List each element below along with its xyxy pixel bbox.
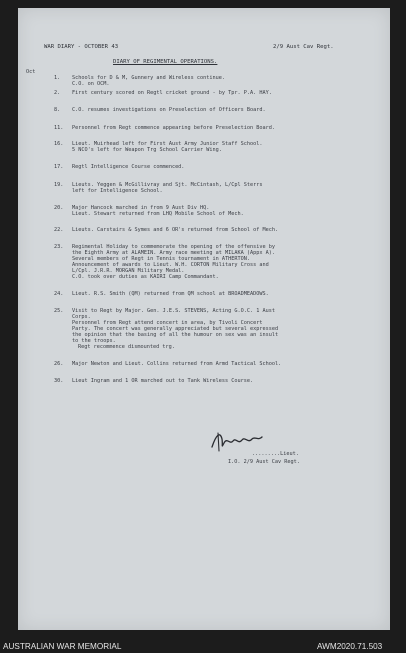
entry-line: 5 NCO's left for Weapon Trg School Carrier Wing. [72,147,222,153]
entry-line: Lieut Ingram and 1 OR marched out to Tank Wireless Course. [72,378,254,384]
entry-day: 22. [54,227,64,233]
entry-day: 25. [54,308,64,314]
entry-line: Several members of Regt in Tennis tournament in ATHERTON. [72,256,251,262]
entry-line: Personnel from Regt attend concert in area, by Tivoli Concert [72,320,263,326]
entry-line: Visit to Regt by Major. Gen. J.E.S. STEVENS, Acting G.O.C. 1 Aust [72,308,276,314]
entry-line: C.O. on OCM. [72,81,110,87]
entry-day: 30. [54,378,64,384]
entry-line: Lieut. Muirhead left for First Aust Army Junior Staff School. [72,141,263,147]
entry-line: Corps. [72,314,91,320]
entry-line: left for Intelligence School. [72,188,163,194]
entry-line: Lieut. Stewart returned from LHQ Mobile School of Mech. [72,211,244,217]
entry-day: 16. [54,141,64,147]
entry-day: 8. [54,107,61,113]
entry-line: Regt recommence dismounted trg. [78,344,175,350]
entry-line: Major Newton and Lieut. Collins returned from Armd Tactical School. [72,361,282,367]
entry-line: Major Hancock marched in from 9 Aust Div HQ. [72,205,210,211]
footer-right: AWM2020.71.503 [317,642,383,651]
entry-line: Regimental Holiday to commemorate the opening of the offensive by [72,244,276,250]
signature-line: .........Lieut. [252,451,299,457]
entry-line: Lieuts. Yeggen & McGillivray and Sjt. McCintash, L/Cpl Sterrs [72,182,263,188]
entry-line: Personnel from Regt commence appearing before Preselection Board. [72,125,276,131]
handwritten-signature [208,425,264,455]
entry-line: C.O. resumes investigations on Preselection of Officers Board. [72,107,266,113]
header-left: WAR DIARY - OCTOBER 43 [44,44,119,50]
entry-line: Schools for D & M, Gunnery and Wireless continue. [72,75,226,81]
diary-page [18,8,390,630]
entry-day: 2. [54,90,61,96]
entry-day: 17. [54,164,64,170]
entry-line: the opinion that the basing of all the humour on sex was an insult [72,332,279,338]
entry-day: 23. [54,244,64,250]
signature-title: I.O. 2/9 Aust Cav Regt. [228,459,300,465]
entry-line: Lieut. R.S. Smith (QM) returned from QM school at BROADMEADOWS. [72,291,269,297]
entry-day: 20. [54,205,64,211]
entry-day: 19. [54,182,64,188]
entry-line: the Eighth Army at ALAMEIN. Army race meeting at MILAKA (Appx A). [72,250,276,256]
entry-line: to the troops. [72,338,116,344]
entry-line: Lieuts. Carstairs & Symes and 6 OR's returned from School of Mech. [72,227,279,233]
page-title: DIARY OF REGIMENTAL OPERATIONS. [113,59,218,65]
entry-line: Regtl Intelligence Course commenced. [72,164,185,170]
entry-line: First century scored on Regtl cricket ground - by Tpr. P.A. HAY. [72,90,272,96]
month-label: Oct [26,69,36,75]
footer-left: AUSTRALIAN WAR MEMORIAL [3,642,122,651]
entry-day: 11. [54,125,64,131]
header-right: 2/9 Aust Cav Regt. [273,44,334,50]
entry-day: 26. [54,361,64,367]
entry-line: L/Cpl. J.R.R. MORGAN Military Medal. [72,268,185,274]
entry-day: 1. [54,75,61,81]
entry-line: C.O. took over duties as KAIRI Camp Commandant. [72,274,219,280]
entry-line: Party. The concert was generally appreciated but several expressed [72,326,279,332]
entry-day: 24. [54,291,64,297]
entry-line: Announcement of awards to Lieut. W.H. CORTON Military Cross and [72,262,269,268]
